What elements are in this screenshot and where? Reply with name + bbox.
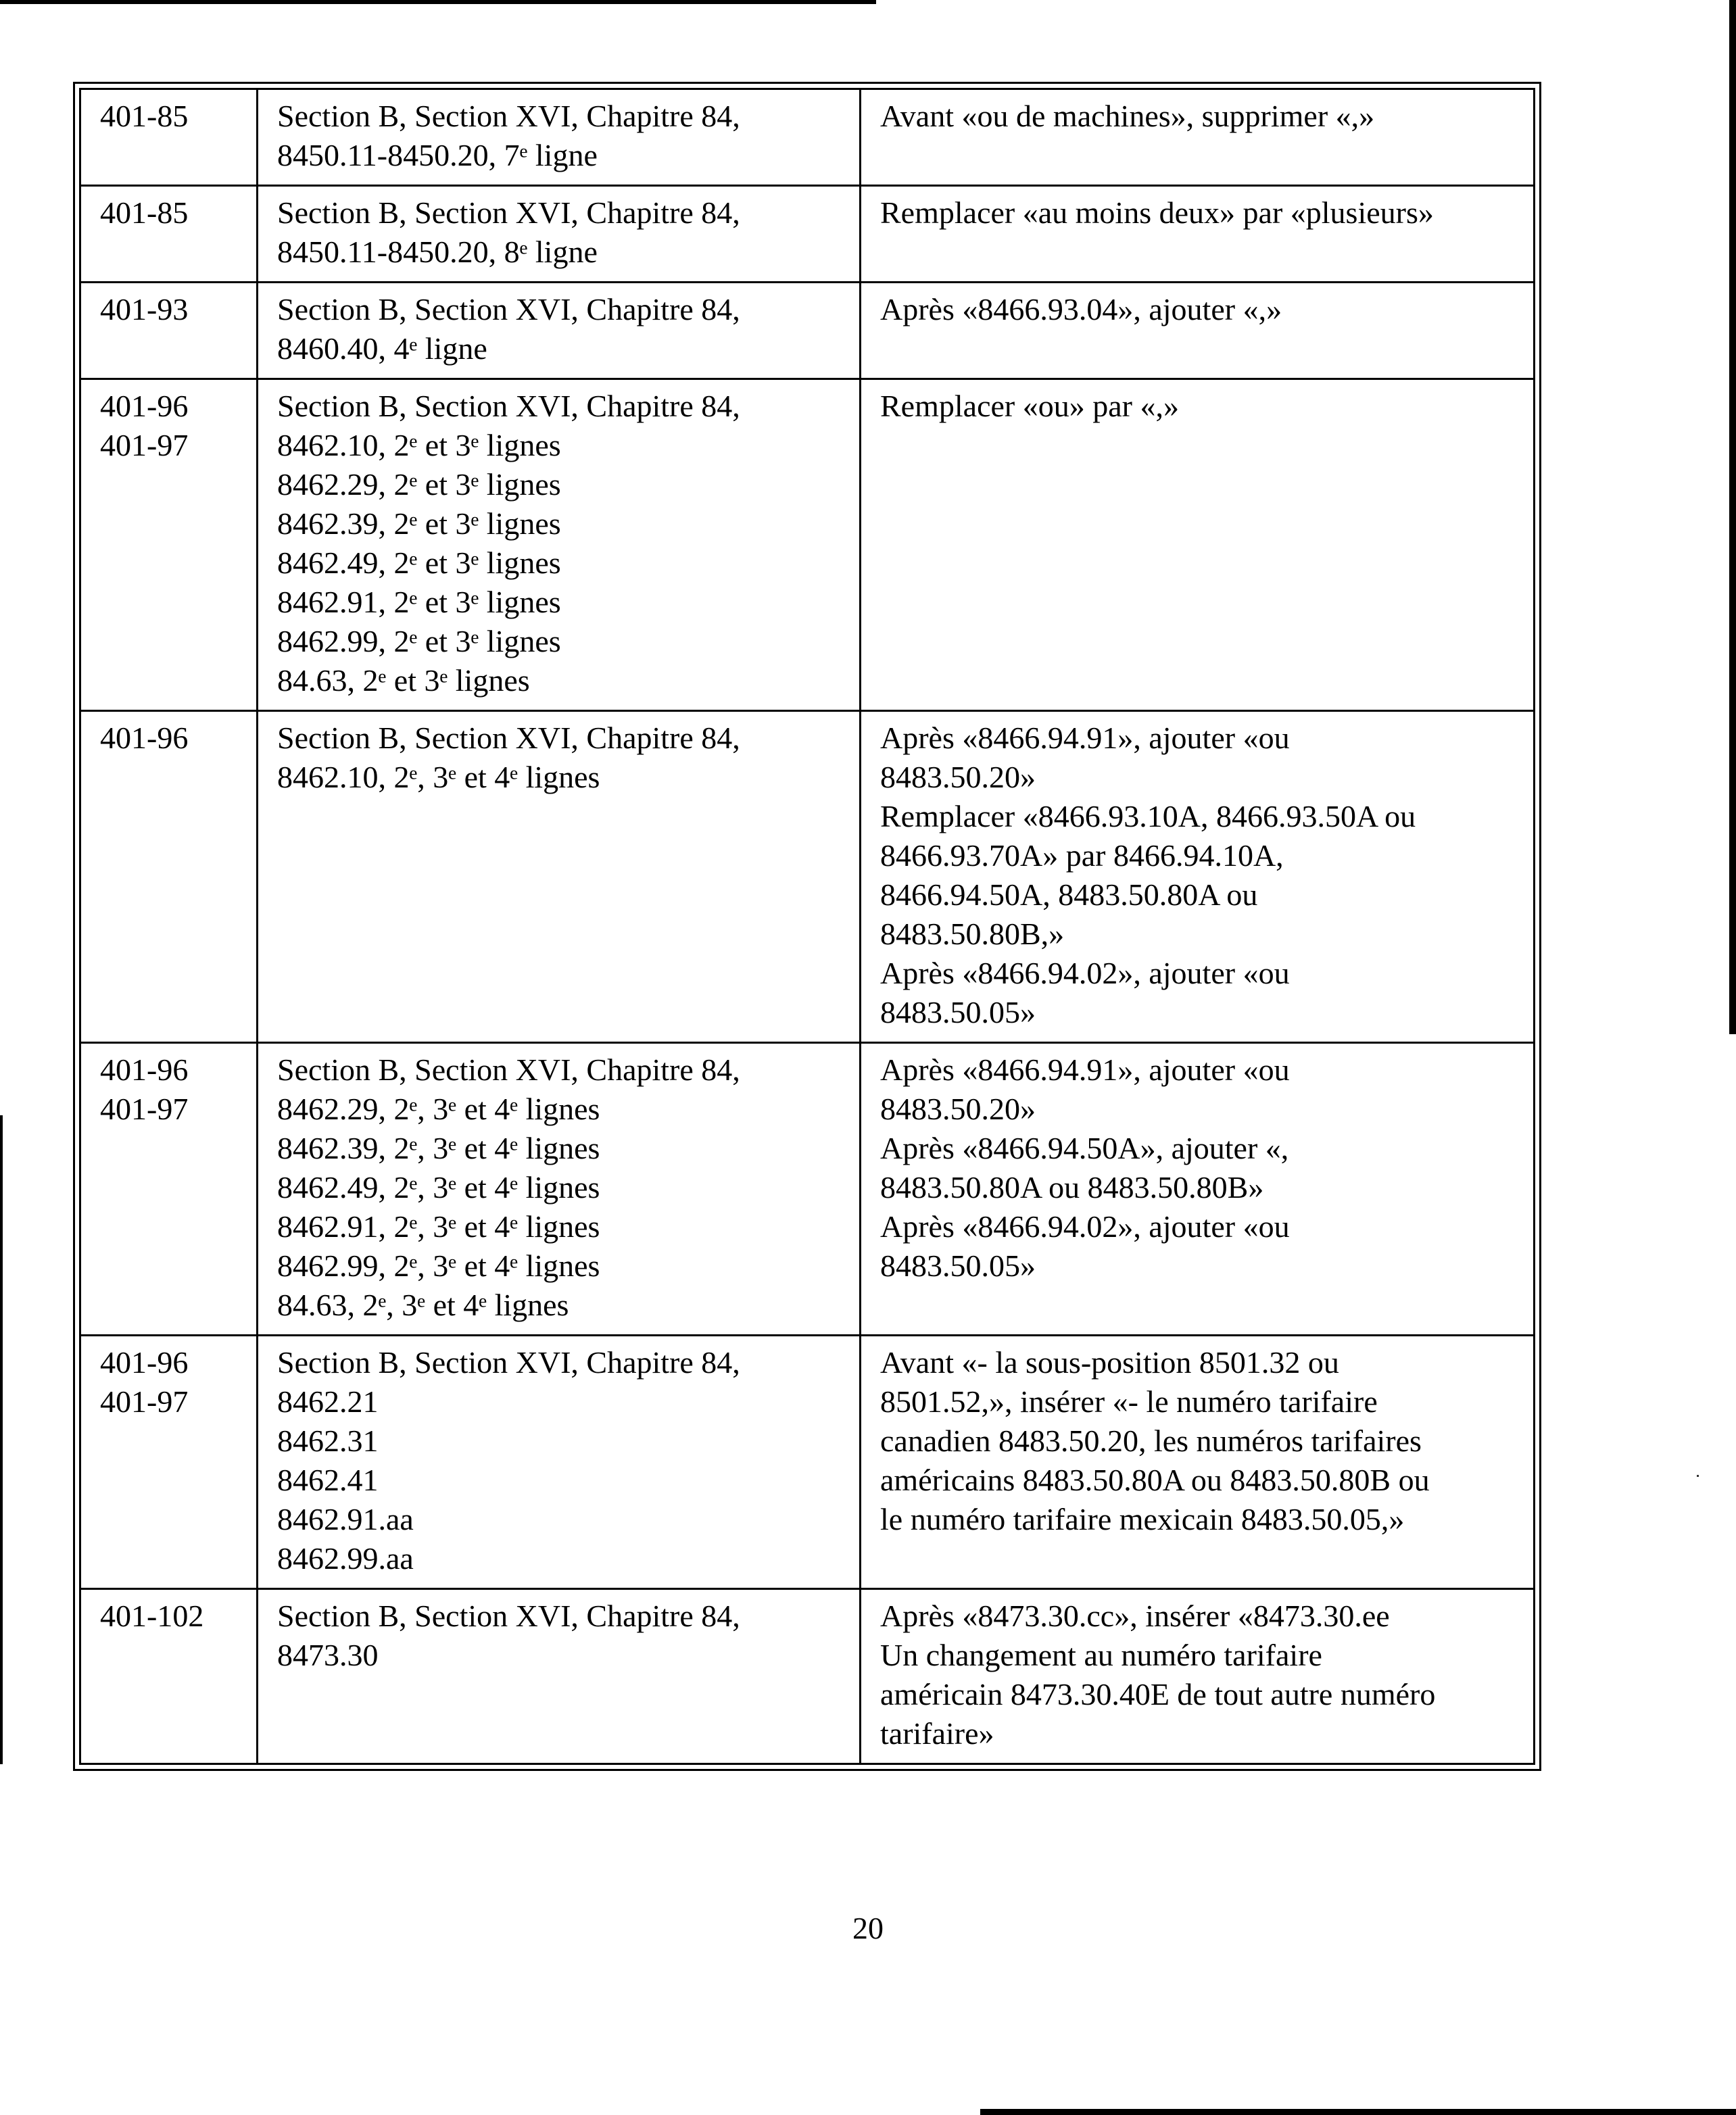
- cell-line: 401-93: [100, 292, 189, 326]
- cell-line: 8450.11-8450.20, 8ᵉ ligne: [277, 235, 598, 269]
- cell-line: 401-85: [100, 99, 189, 133]
- table-row: [80, 1589, 1535, 1764]
- scan-edge-top: [0, 0, 876, 4]
- cell-line: 401-96: [100, 1345, 189, 1380]
- cell-line: canadien 8483.50.20, les numéros tarifaires: [880, 1424, 1422, 1458]
- cell-line: 8462.91.aa: [277, 1502, 414, 1536]
- amendment-cell: [861, 283, 1535, 379]
- cell-line: 8462.49, 2ᵉ et 3ᵉ lignes: [277, 545, 561, 580]
- cell-line: Avant «ou de machines», supprimer «,»: [880, 99, 1375, 133]
- cell-line: Section B, Section XVI, Chapitre 84,: [277, 389, 740, 423]
- cell-line: 401-85: [100, 195, 189, 230]
- cell-line: 8483.50.05»: [880, 1248, 1036, 1283]
- table-row: [80, 186, 1535, 283]
- cell-line: 8483.50.80B,»: [880, 917, 1065, 951]
- cell-line: 8462.21: [277, 1384, 379, 1419]
- scan-speck: [1697, 1475, 1699, 1477]
- cell-line: 8483.50.20»: [880, 1092, 1036, 1126]
- amendment-cell: [861, 1336, 1535, 1589]
- amendment-table: [79, 88, 1535, 1765]
- cell-line: 8462.31: [277, 1424, 379, 1458]
- cell-line: Remplacer «ou» par «,»: [880, 389, 1179, 423]
- cell-line: Après «8466.94.02», ajouter «ou: [880, 1209, 1290, 1244]
- amendment-cell: [861, 186, 1535, 283]
- location-cell: [258, 1589, 861, 1764]
- cell-line: 8501.52,», insérer «- le numéro tarifaire: [880, 1384, 1378, 1419]
- cell-line: 8462.99, 2ᵉ, 3ᵉ et 4ᵉ lignes: [277, 1248, 600, 1283]
- cell-line: 8462.29, 2ᵉ, 3ᵉ et 4ᵉ lignes: [277, 1092, 600, 1126]
- cell-line: 8462.10, 2ᵉ et 3ᵉ lignes: [277, 428, 561, 462]
- scan-edge-left: [0, 1115, 3, 1764]
- cell-line: 401-96: [100, 1052, 189, 1087]
- table-row: [80, 379, 1535, 711]
- cell-line: Section B, Section XVI, Chapitre 84,: [277, 1345, 740, 1380]
- cell-line: Après «8466.93.04», ajouter «,»: [880, 292, 1282, 326]
- cell-line: Après «8466.94.02», ajouter «ou: [880, 956, 1290, 990]
- location-cell: [258, 379, 861, 711]
- page-number: 20: [852, 1911, 884, 1945]
- cell-line: Section B, Section XVI, Chapitre 84,: [277, 195, 740, 230]
- scan-edge-bottom: [980, 2109, 1736, 2115]
- table-row: [80, 89, 1535, 186]
- amendment-table-frame: [73, 82, 1541, 1771]
- table-row: [80, 711, 1535, 1043]
- cell-line: 8462.99, 2ᵉ et 3ᵉ lignes: [277, 624, 561, 658]
- scan-edge-right: [1729, 0, 1736, 1034]
- location-cell: [258, 711, 861, 1043]
- reference-cell: [80, 186, 258, 283]
- cell-line: 8483.50.80A ou 8483.50.80B»: [880, 1170, 1264, 1205]
- cell-line: américains 8483.50.80A ou 8483.50.80B ou: [880, 1463, 1430, 1497]
- table-row: [80, 283, 1535, 379]
- cell-line: tarifaire»: [880, 1716, 994, 1751]
- table-row: [80, 1043, 1535, 1336]
- amendment-cell: [861, 89, 1535, 186]
- cell-line: Section B, Section XVI, Chapitre 84,: [277, 721, 740, 755]
- cell-line: Section B, Section XVI, Chapitre 84,: [277, 292, 740, 326]
- reference-cell: [80, 1589, 258, 1764]
- reference-cell: [80, 711, 258, 1043]
- reference-cell: [80, 89, 258, 186]
- cell-line: 8462.41: [277, 1463, 379, 1497]
- cell-line: Remplacer «8466.93.10A, 8466.93.50A ou: [880, 799, 1416, 833]
- cell-line: 401-96: [100, 721, 189, 755]
- cell-line: Après «8466.94.91», ajouter «ou: [880, 1052, 1290, 1087]
- table-row: [80, 1336, 1535, 1589]
- location-cell: [258, 1043, 861, 1336]
- cell-line: le numéro tarifaire mexicain 8483.50.05,»: [880, 1502, 1405, 1536]
- cell-line: Remplacer «au moins deux» par «plusieurs»: [880, 195, 1434, 230]
- cell-line: 8483.50.20»: [880, 760, 1036, 794]
- reference-cell: [80, 379, 258, 711]
- amendment-cell: [861, 711, 1535, 1043]
- cell-line: 8466.94.50A, 8483.50.80A ou: [880, 877, 1258, 912]
- cell-line: 401-97: [100, 1384, 189, 1419]
- cell-line: 8466.93.70A» par 8466.94.10A,: [880, 838, 1284, 873]
- location-cell: [258, 89, 861, 186]
- cell-line: 8462.10, 2ᵉ, 3ᵉ et 4ᵉ lignes: [277, 760, 600, 794]
- location-cell: [258, 1336, 861, 1589]
- cell-line: 401-96: [100, 389, 189, 423]
- cell-line: 84.63, 2ᵉ et 3ᵉ lignes: [277, 663, 530, 698]
- cell-line: 84.63, 2ᵉ, 3ᵉ et 4ᵉ lignes: [277, 1288, 569, 1322]
- cell-line: Section B, Section XVI, Chapitre 84,: [277, 99, 740, 133]
- amendment-cell: [861, 1043, 1535, 1336]
- cell-line: 8462.39, 2ᵉ et 3ᵉ lignes: [277, 506, 561, 541]
- reference-cell: [80, 283, 258, 379]
- amendment-cell: [861, 1589, 1535, 1764]
- cell-line: 8462.99.aa: [277, 1541, 414, 1576]
- cell-line: 8462.91, 2ᵉ, 3ᵉ et 4ᵉ lignes: [277, 1209, 600, 1244]
- cell-line: 8483.50.05»: [880, 995, 1036, 1029]
- location-cell: [258, 283, 861, 379]
- cell-line: 401-97: [100, 1092, 189, 1126]
- cell-line: 8462.39, 2ᵉ, 3ᵉ et 4ᵉ lignes: [277, 1131, 600, 1165]
- cell-line: 8462.49, 2ᵉ, 3ᵉ et 4ᵉ lignes: [277, 1170, 600, 1205]
- cell-line: Après «8473.30.cc», insérer «8473.30.ee: [880, 1599, 1390, 1633]
- cell-line: Un changement au numéro tarifaire: [880, 1638, 1322, 1672]
- cell-line: 8460.40, 4ᵉ ligne: [277, 331, 487, 366]
- reference-cell: [80, 1336, 258, 1589]
- cell-line: Avant «- la sous-position 8501.32 ou: [880, 1345, 1339, 1380]
- cell-line: 401-102: [100, 1599, 204, 1633]
- cell-line: Après «8466.94.50A», ajouter «,: [880, 1131, 1289, 1165]
- cell-line: 8462.29, 2ᵉ et 3ᵉ lignes: [277, 467, 561, 502]
- cell-line: Après «8466.94.91», ajouter «ou: [880, 721, 1290, 755]
- cell-line: 401-97: [100, 428, 189, 462]
- cell-line: 8450.11-8450.20, 7ᵉ ligne: [277, 138, 598, 172]
- amendment-cell: [861, 379, 1535, 711]
- amendment-table-body: [80, 89, 1535, 1764]
- cell-line: 8462.91, 2ᵉ et 3ᵉ lignes: [277, 585, 561, 619]
- cell-line: américain 8473.30.40E de tout autre numéro: [880, 1677, 1436, 1711]
- cell-line: Section B, Section XVI, Chapitre 84,: [277, 1052, 740, 1087]
- cell-line: Section B, Section XVI, Chapitre 84,: [277, 1599, 740, 1633]
- location-cell: [258, 186, 861, 283]
- cell-line: 8473.30: [277, 1638, 379, 1672]
- reference-cell: [80, 1043, 258, 1336]
